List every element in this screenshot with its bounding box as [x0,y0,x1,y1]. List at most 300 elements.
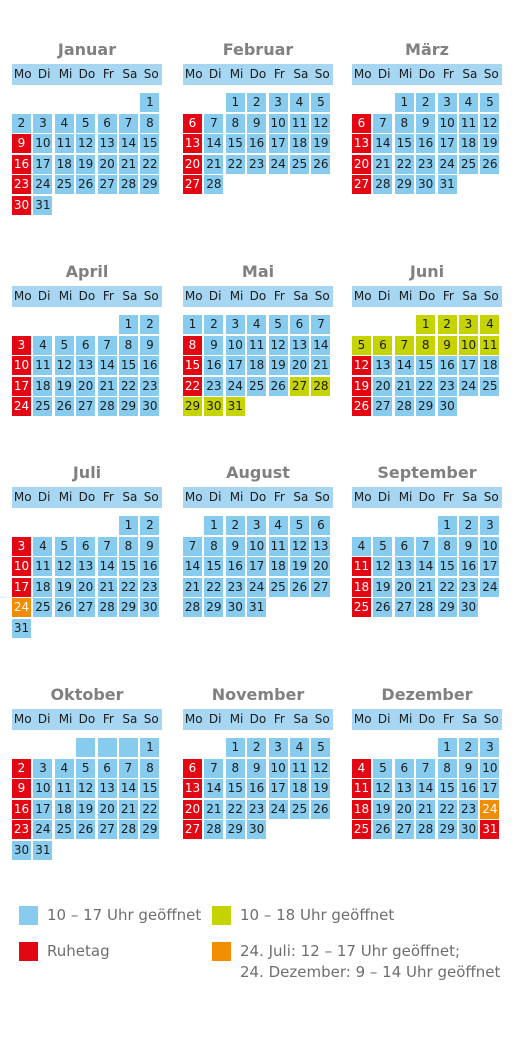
day-cell: 23 [12,175,31,194]
day-cell: 26 [76,820,95,839]
day-cell: 2 [226,516,245,535]
weekday-label: Di [377,289,391,303]
day-cell: 12 [373,779,392,798]
legend-label-special-1: 24. Juli: 12 – 17 Uhr geöffnet; [240,942,461,960]
day-cell: 4 [352,759,371,778]
day-cell: 14 [204,779,223,798]
weekday-label: Mi [229,289,244,303]
day-cell: 12 [55,356,74,375]
day-cell: 31 [480,820,499,839]
day-cell: 11 [33,356,52,375]
day-cell: 21 [204,155,223,174]
day-cell: 30 [140,397,159,416]
day-cell: 2 [247,93,266,112]
weekday-label: Mi [58,712,73,726]
day-cell: 11 [480,336,499,355]
day-cell: 28 [98,397,117,416]
day-cell: 4 [55,759,74,778]
day-cell: 22 [119,377,138,396]
day-cell: 21 [98,377,117,396]
day-cell: 17 [480,557,499,576]
day-cell: 4 [55,114,74,133]
day-cell: 26 [311,800,330,819]
day-cell: 19 [55,377,74,396]
day-cell: 21 [204,800,223,819]
day-cell: 19 [76,155,95,174]
weekday-label: Sa [293,712,309,726]
day-cell: 19 [55,578,74,597]
day-cell: 10 [480,537,499,556]
day-cell: 25 [290,155,309,174]
day-cell: 29 [183,397,202,416]
day-cell: 2 [140,315,159,334]
day-cell: 20 [98,155,117,174]
day-cell: 27 [76,598,95,617]
day-cell: 24 [480,578,499,597]
day-cell: 6 [352,114,371,133]
weekday-label: Sa [122,490,138,504]
day-cell: 23 [247,800,266,819]
weekday-label: Mi [229,67,244,81]
day-cell: 9 [247,759,266,778]
day-cell: 3 [459,315,478,334]
weekday-header [352,286,502,307]
day-cell: 6 [311,516,330,535]
day-cell: 23 [204,377,223,396]
day-cell: 20 [76,377,95,396]
weekday-label: Do [418,490,436,504]
weekday-label: Fr [102,712,114,726]
weekday-header [352,487,502,508]
weekday-header [183,709,333,730]
day-cell: 14 [416,779,435,798]
weekday-label: Do [418,712,436,726]
day-cell: 14 [416,557,435,576]
day-cell: 31 [12,619,31,638]
day-cell: 7 [98,336,117,355]
legend-swatch-green [212,906,231,925]
weekday-label: Fr [273,490,285,504]
day-cell: 28 [119,820,138,839]
day-cell: 23 [140,578,159,597]
day-cell: 10 [247,537,266,556]
day-cell: 1 [140,738,159,757]
day-cell: 3 [269,738,288,757]
day-cell: 11 [459,114,478,133]
weekday-label: Sa [293,67,309,81]
day-cell: 14 [98,356,117,375]
day-cell: 30 [459,820,478,839]
day-cell: 5 [480,93,499,112]
empty-day-cell [98,738,117,757]
day-cell: 7 [204,759,223,778]
day-cell: 3 [269,93,288,112]
day-cell: 29 [119,397,138,416]
day-cell: 31 [33,196,52,215]
weekday-label: Mo [13,490,32,504]
day-cell: 13 [183,779,202,798]
weekday-label: Fr [273,712,285,726]
day-cell: 3 [12,336,31,355]
day-cell: 18 [269,557,288,576]
day-cell: 15 [204,557,223,576]
day-cell: 16 [459,557,478,576]
day-cell: 20 [290,356,309,375]
day-cell: 27 [290,377,309,396]
month-title: Januar [57,40,117,59]
day-cell: 16 [438,356,457,375]
month-title: Oktober [50,685,124,704]
month-title: September [377,463,477,482]
day-cell: 30 [459,598,478,617]
weekday-label: Sa [462,490,478,504]
month-title: November [211,685,305,704]
day-cell: 7 [204,114,223,133]
day-cell: 2 [416,93,435,112]
month-title: März [405,40,449,59]
day-cell: 27 [183,820,202,839]
day-cell: 17 [438,134,457,153]
weekday-label: Mo [353,67,372,81]
day-cell: 16 [140,557,159,576]
weekday-label: Mi [58,289,73,303]
day-cell: 14 [183,557,202,576]
day-cell: 12 [352,356,371,375]
day-cell: 17 [33,155,52,174]
day-cell: 10 [269,114,288,133]
weekday-header [12,286,162,307]
day-cell: 17 [269,779,288,798]
day-cell: 18 [55,155,74,174]
day-cell: 1 [183,315,202,334]
day-cell: 3 [12,537,31,556]
day-cell: 8 [395,114,414,133]
day-cell: 16 [140,356,159,375]
day-cell: 19 [480,134,499,153]
day-cell: 17 [12,578,31,597]
day-cell: 15 [140,779,159,798]
day-cell: 5 [290,516,309,535]
day-cell: 8 [140,759,159,778]
day-cell: 13 [290,336,309,355]
day-cell: 4 [480,315,499,334]
weekday-label: Di [377,712,391,726]
weekday-label: So [483,712,499,726]
day-cell: 25 [55,820,74,839]
weekday-label: Di [37,712,51,726]
day-cell: 6 [373,336,392,355]
day-cell: 5 [373,759,392,778]
weekday-label: Fr [102,490,114,504]
day-cell: 24 [269,155,288,174]
day-cell: 6 [183,114,202,133]
weekday-header [12,64,162,85]
day-cell: 28 [183,598,202,617]
day-cell: 13 [395,557,414,576]
legend-label-special-2: 24. Dezember: 9 – 14 Uhr geöffnet [240,963,501,981]
day-cell: 24 [438,155,457,174]
day-cell: 2 [438,315,457,334]
day-cell: 15 [438,557,457,576]
day-cell: 29 [438,598,457,617]
day-cell: 16 [247,134,266,153]
day-cell: 14 [395,356,414,375]
day-cell: 9 [247,114,266,133]
day-cell: 22 [438,578,457,597]
weekday-label: So [143,712,159,726]
day-cell: 9 [226,537,245,556]
day-cell: 18 [33,578,52,597]
day-cell: 26 [352,397,371,416]
day-cell: 29 [119,598,138,617]
day-cell: 24 [269,800,288,819]
day-cell: 18 [459,134,478,153]
day-cell: 10 [33,134,52,153]
weekday-label: Di [37,490,51,504]
day-cell: 6 [183,759,202,778]
day-cell: 7 [119,759,138,778]
day-cell: 7 [119,114,138,133]
weekday-label: Di [208,289,222,303]
weekday-label: Do [418,289,436,303]
day-cell: 9 [459,537,478,556]
day-cell: 14 [119,779,138,798]
weekday-label: Mo [184,490,203,504]
day-cell: 13 [373,356,392,375]
day-cell: 11 [269,537,288,556]
weekday-header [352,709,502,730]
day-cell: 20 [395,800,414,819]
weekday-label: Do [249,67,267,81]
weekday-label: Mo [184,289,203,303]
weekday-label: Fr [442,289,454,303]
day-cell: 9 [459,759,478,778]
weekday-label: Sa [462,67,478,81]
weekday-label: Mo [184,67,203,81]
weekday-label: So [483,289,499,303]
day-cell: 29 [204,598,223,617]
day-cell: 18 [55,800,74,819]
day-cell: 7 [311,315,330,334]
weekday-label: So [143,289,159,303]
day-cell: 25 [352,598,371,617]
day-cell: 21 [395,377,414,396]
day-cell: 26 [373,820,392,839]
weekday-header [183,64,333,85]
day-cell: 4 [290,93,309,112]
day-cell: 25 [480,377,499,396]
month-title: Februar [222,40,294,59]
legend-swatch-orange [212,942,231,961]
day-cell: 10 [12,356,31,375]
day-cell: 19 [373,578,392,597]
weekday-label: Mo [13,67,32,81]
day-cell: 19 [352,377,371,396]
day-cell: 20 [76,578,95,597]
weekday-label: So [314,712,330,726]
day-cell: 18 [247,356,266,375]
day-cell: 20 [183,800,202,819]
weekday-label: So [314,67,330,81]
day-cell: 27 [373,397,392,416]
day-cell: 24 [12,598,31,617]
day-cell: 27 [183,175,202,194]
day-cell: 5 [352,336,371,355]
day-cell: 11 [290,759,309,778]
day-cell: 4 [459,93,478,112]
day-cell: 7 [395,336,414,355]
day-cell: 4 [352,537,371,556]
legend-label-closed: Ruhetag [47,942,110,960]
month-title: Dezember [381,685,473,704]
day-cell: 31 [33,841,52,860]
day-cell: 14 [311,336,330,355]
weekday-label: Fr [273,289,285,303]
day-cell: 27 [311,578,330,597]
day-cell: 21 [416,800,435,819]
weekday-label: Do [249,712,267,726]
weekday-label: Fr [442,67,454,81]
day-cell: 26 [55,598,74,617]
weekday-label: Fr [102,289,114,303]
day-cell: 14 [119,134,138,153]
day-cell: 1 [226,93,245,112]
weekday-label: Di [208,67,222,81]
day-cell: 13 [98,779,117,798]
day-cell: 29 [140,175,159,194]
day-cell: 28 [416,598,435,617]
day-cell: 26 [373,598,392,617]
weekday-label: Mi [229,490,244,504]
day-cell: 11 [352,557,371,576]
day-cell: 11 [352,779,371,798]
day-cell: 10 [438,114,457,133]
day-cell: 2 [140,516,159,535]
day-cell: 31 [247,598,266,617]
day-cell: 21 [373,155,392,174]
day-cell: 4 [33,336,52,355]
day-cell: 30 [438,397,457,416]
day-cell: 1 [204,516,223,535]
day-cell: 23 [416,155,435,174]
day-cell: 19 [269,356,288,375]
day-cell: 30 [416,175,435,194]
day-cell: 15 [226,134,245,153]
day-cell: 19 [76,800,95,819]
day-cell: 15 [395,134,414,153]
day-cell: 31 [226,397,245,416]
weekday-label: Do [418,67,436,81]
day-cell: 16 [459,779,478,798]
day-cell: 17 [247,557,266,576]
month-title: Mai [241,262,275,281]
day-cell: 2 [459,738,478,757]
weekday-label: Di [208,490,222,504]
day-cell: 24 [480,800,499,819]
day-cell: 2 [12,759,31,778]
day-cell: 20 [395,578,414,597]
weekday-label: Mi [398,67,413,81]
day-cell: 21 [98,578,117,597]
day-cell: 9 [12,779,31,798]
weekday-label: Mo [353,289,372,303]
day-cell: 26 [76,175,95,194]
day-cell: 2 [247,738,266,757]
day-cell: 23 [140,377,159,396]
day-cell: 3 [33,114,52,133]
month-title: Juli [72,463,102,482]
weekday-label: So [143,67,159,81]
day-cell: 15 [183,356,202,375]
day-cell: 1 [438,516,457,535]
weekday-header [12,709,162,730]
day-cell: 19 [311,779,330,798]
day-cell: 27 [352,175,371,194]
day-cell: 10 [33,779,52,798]
weekday-label: Fr [273,67,285,81]
day-cell: 24 [247,578,266,597]
day-cell: 2 [12,114,31,133]
day-cell: 5 [76,759,95,778]
day-cell: 5 [311,93,330,112]
day-cell: 10 [12,557,31,576]
weekday-label: Di [208,712,222,726]
day-cell: 1 [119,516,138,535]
day-cell: 21 [119,800,138,819]
day-cell: 4 [247,315,266,334]
day-cell: 14 [98,557,117,576]
day-cell: 20 [98,800,117,819]
day-cell: 8 [438,759,457,778]
day-cell: 22 [140,800,159,819]
day-cell: 21 [119,155,138,174]
day-cell: 5 [55,537,74,556]
weekday-header [12,487,162,508]
day-cell: 1 [140,93,159,112]
day-cell: 8 [226,759,245,778]
day-cell: 8 [204,537,223,556]
day-cell: 20 [311,557,330,576]
day-cell: 28 [98,598,117,617]
day-cell: 27 [395,598,414,617]
day-cell: 6 [76,336,95,355]
day-cell: 13 [395,779,414,798]
weekday-label: Mi [58,490,73,504]
weekday-label: Mi [398,712,413,726]
day-cell: 9 [12,134,31,153]
day-cell: 13 [76,356,95,375]
day-cell: 8 [416,336,435,355]
day-cell: 28 [373,175,392,194]
weekday-header [183,487,333,508]
day-cell: 17 [12,377,31,396]
day-cell: 29 [438,820,457,839]
day-cell: 24 [226,377,245,396]
day-cell: 28 [204,175,223,194]
day-cell: 30 [140,598,159,617]
day-cell: 18 [352,800,371,819]
weekday-label: Di [37,289,51,303]
day-cell: 12 [480,114,499,133]
day-cell: 10 [269,759,288,778]
day-cell: 12 [373,557,392,576]
day-cell: 4 [290,738,309,757]
day-cell: 20 [373,377,392,396]
day-cell: 16 [416,134,435,153]
day-cell: 28 [119,175,138,194]
day-cell: 7 [98,537,117,556]
weekday-label: Do [78,67,96,81]
